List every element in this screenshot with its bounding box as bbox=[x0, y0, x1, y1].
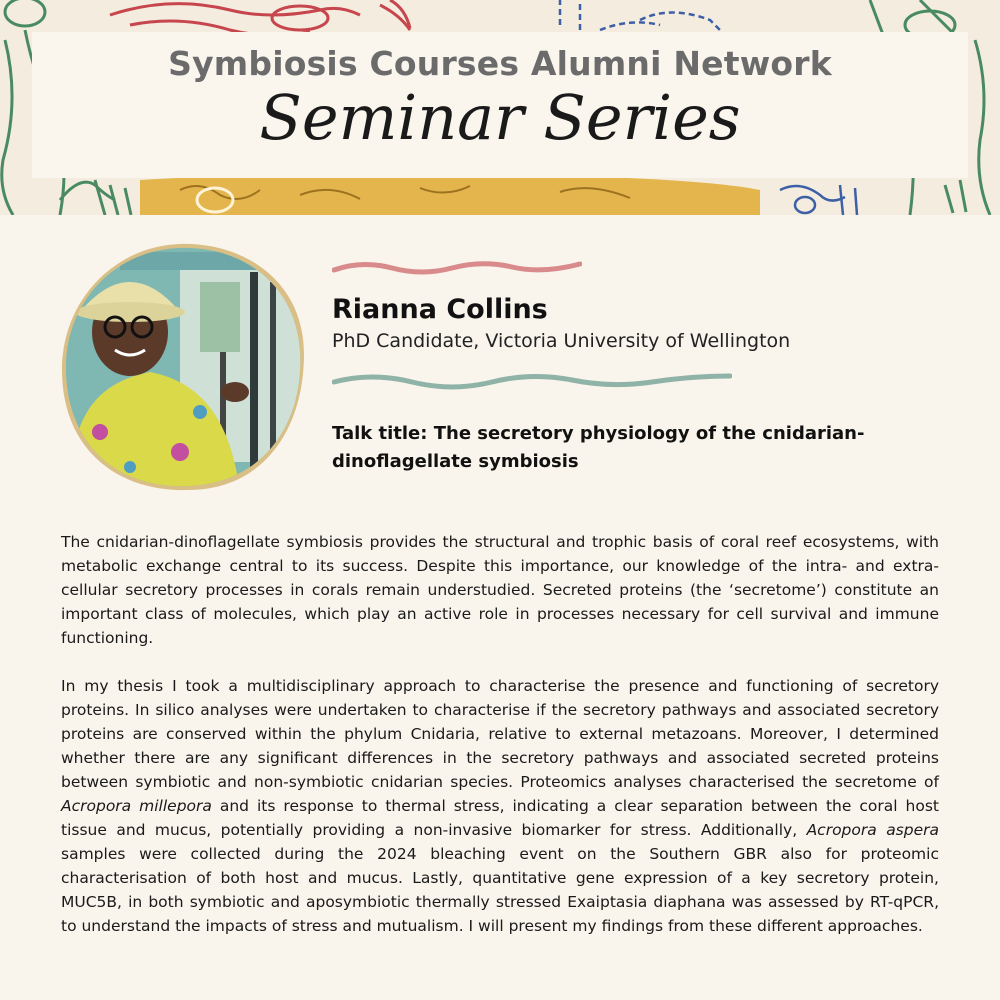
abstract-paragraph-2 bbox=[61, 674, 939, 938]
species-name: Acropora millepora bbox=[61, 797, 212, 815]
decorative-wave-bottom bbox=[332, 370, 732, 394]
decorative-wave-top bbox=[332, 258, 582, 280]
decorative-banner bbox=[0, 0, 1000, 215]
abstract-paragraph-1: The cnidarian-dinoflagellate symbiosis provides the structural and trophic basis of coral reef ecosystems, with metabolic exchange central to its success. Despite this importance, our knowledge of the intra- and extra-cellular secretory processes in corals remain understudied. Secreted proteins (the ‘secretome’) constitute an important class of molecules, which play an active role in processes necessary for cell survival and immune functioning. bbox=[61, 533, 939, 647]
network-title: Symbiosis Courses Alumni Network bbox=[168, 44, 832, 83]
abstract-text: and its response to thermal stress, indicating a clear separation between the coral host tissue and mucus, potentially providing a non-invasive biomarker for stress. Additionally, bbox=[61, 797, 939, 839]
speaker-name: Rianna Collins bbox=[332, 294, 548, 325]
title-box bbox=[32, 32, 968, 178]
abstract-text: samples were collected during the 2024 bleaching event on the Southern GBR also for proteomic characterisation of both host and mucus. Lastly, quantitative gene expression of a key secretory protein, MUC5B, in both symbiotic and aposymbiotic thermally stressed Exaiptasia diaphana was assessed by RT-qPCR, to understand the impacts of stress and mutualism. I will present my findings from these different approaches. bbox=[61, 845, 939, 935]
series-title: Seminar Series bbox=[259, 81, 741, 154]
abstract bbox=[61, 530, 939, 962]
species-name: Acropora aspera bbox=[806, 821, 940, 839]
abstract-text: In my thesis I took a multidisciplinary approach to characterise the presence and functioning of secretory proteins. In silico analyses were undertaken to characterise if the secretory pathways and associated secretory proteins are conserved within the phylum Cnidaria, relative to external metazoans. Moreover, I determined whether there are any significant differences in the secretory pathways and associated secreted proteins between symbiotic and non-symbiotic cnidarian species. Proteomics analyses characterised the secretome of bbox=[61, 677, 939, 791]
talk-title: Talk title: The secretory physiology of the cnidarian-dinoflagellate symbiosis bbox=[332, 423, 865, 472]
speaker-role: PhD Candidate, Victoria University of Wellington bbox=[332, 330, 791, 352]
speaker-photo bbox=[60, 242, 306, 492]
